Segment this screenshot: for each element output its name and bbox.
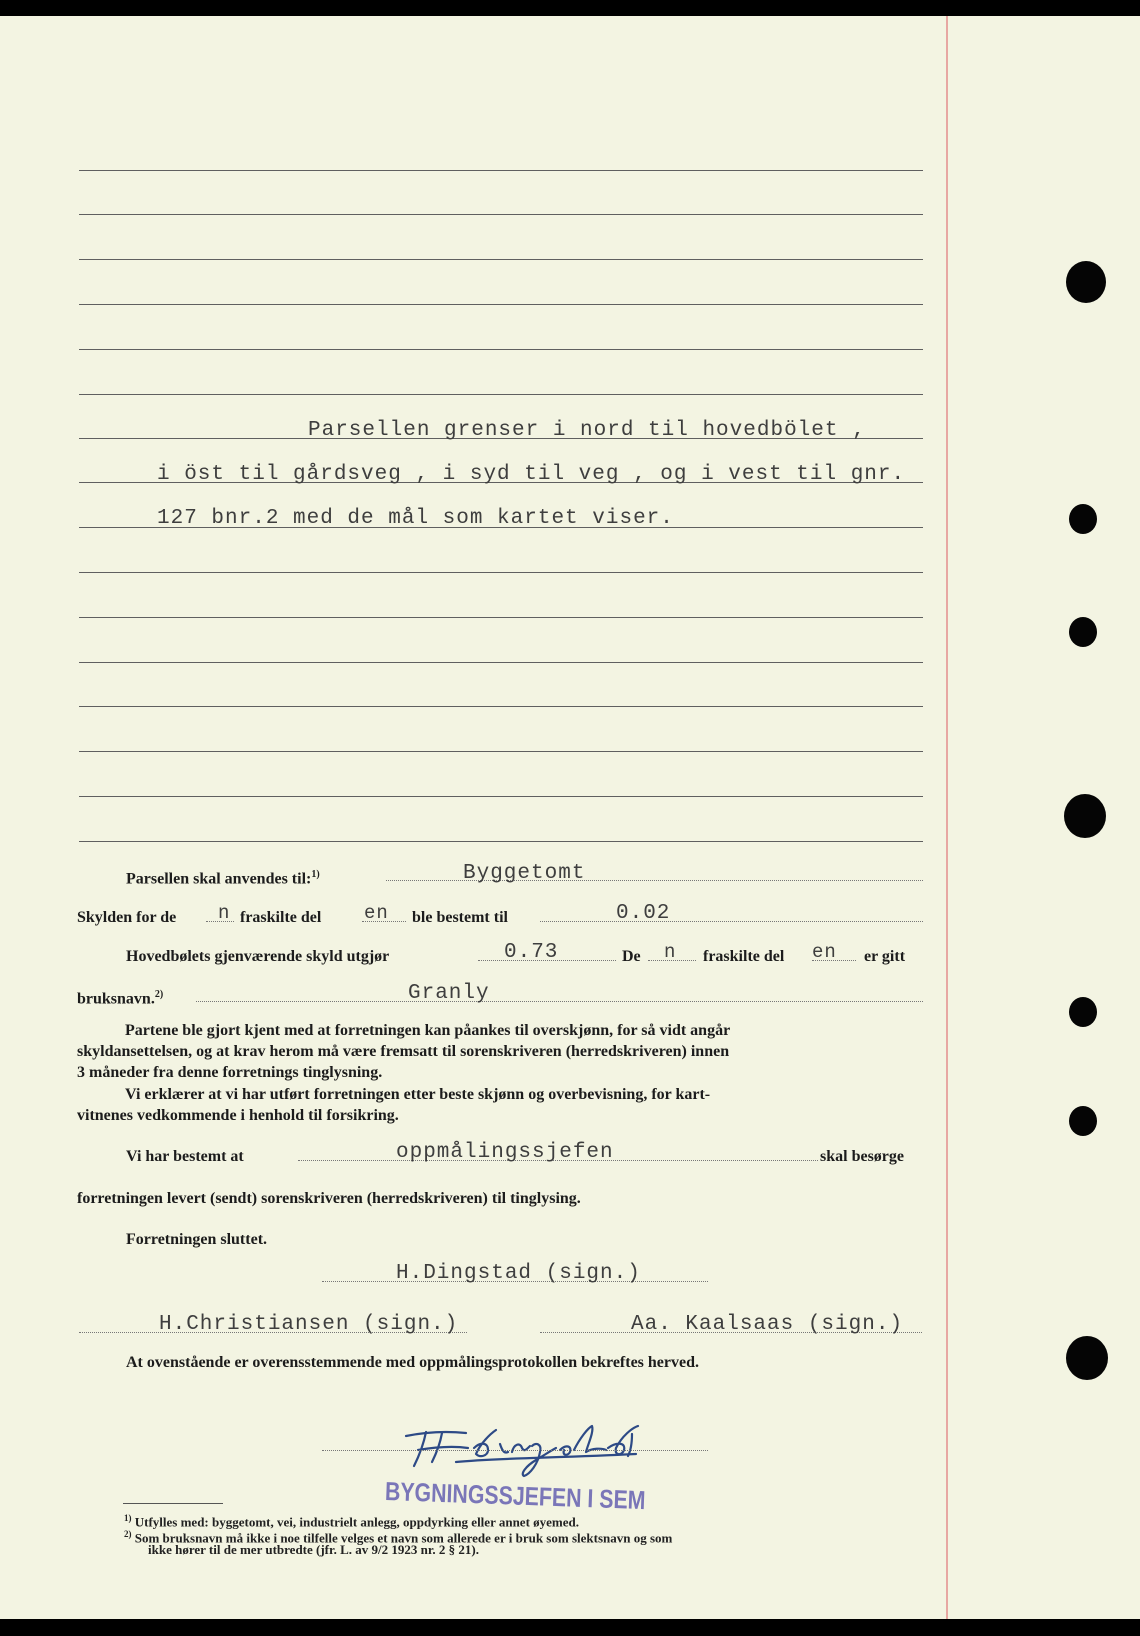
ruled-line (79, 394, 923, 395)
punch-hole (1069, 997, 1097, 1027)
punch-hole (1069, 1106, 1097, 1136)
handwritten-signature (396, 1414, 666, 1484)
tax-label-c: ble bestemt til (412, 909, 508, 926)
name-value: Granly (408, 982, 490, 1005)
closing-text: Forretningen sluttet. (126, 1231, 268, 1248)
ruled-line (79, 751, 923, 752)
ruled-line (79, 349, 923, 350)
declaration-line: Vi erklærer at vi har utført forretningen etter beste skjønn og overbevisning, for kart- (125, 1086, 711, 1103)
punch-hole (1064, 794, 1106, 838)
remaining-label: Hovedbølets gjenværende skyld utgjør (126, 948, 390, 965)
footnote-2: $^{2)}$ Som bruksnavn må ikke i noe tilfelle velges et navn som allerede er i bruk som slektsnavn og som (124, 1529, 673, 1546)
ruled-line (79, 214, 923, 215)
description-line: Parsellen grenser i nord til hovedbölet , (308, 419, 866, 442)
footnote-1: $^{1)}$ Utfylles med: byggetomt, vei, industrielt anlegg, oppdyrking eller annet øyemed. (124, 1513, 580, 1530)
punch-hole (1066, 1336, 1108, 1380)
declaration-line: vitnenes vedkommende i henhold til forsikring. (77, 1107, 399, 1124)
ruled-line (79, 706, 923, 707)
tax-label-a: Skylden for de (77, 909, 177, 926)
office-stamp: BYGNINGSSJEFEN I SEM (384, 1476, 647, 1516)
fraskilte-fill: en (812, 941, 837, 963)
ruled-line (79, 662, 923, 663)
remaining-value: 0.73 (504, 941, 559, 964)
tax-fill-b: en (364, 902, 389, 924)
appeal-line: 3 måneder fra denne forretnings tinglysning. (77, 1064, 383, 1081)
delivery-label-a: Vi har bestemt at (126, 1148, 244, 1165)
ruled-line (79, 304, 923, 305)
punch-hole (1066, 261, 1106, 303)
ruled-line (79, 841, 923, 842)
ruled-line (79, 796, 923, 797)
signature-left: H.Christiansen (sign.) (159, 1313, 459, 1336)
description-line: 127 bnr.2 med de mål som kartet viser. (157, 507, 674, 530)
er-gitt-label: er gitt (864, 948, 906, 965)
name-label: bruksnavn.$^{2)}$ (77, 989, 164, 1008)
signature-line-certified (322, 1450, 708, 1451)
de-fill: n (664, 941, 677, 963)
description-line: i öst til gårdsveg , i syd til veg , og i vest til gnr. (157, 463, 906, 486)
fraskilte-label: fraskilte del (703, 948, 785, 965)
punch-hole (1069, 504, 1097, 534)
tax-fill-a: n (218, 902, 231, 924)
appeal-line: Partene ble gjort kjent med at forretningen kan påankes til overskjønn, for så vidt angår (125, 1022, 731, 1039)
document-page (0, 16, 1140, 1619)
tax-value: 0.02 (616, 902, 671, 925)
certification-text: At ovenstående er overensstemmende med oppmålingsprotokollen bekreftes herved. (126, 1354, 699, 1371)
punch-hole (1069, 617, 1097, 647)
tax-label-b: fraskilte del (240, 909, 322, 926)
ruled-line (79, 617, 923, 618)
declaration-paragraph (77, 1084, 925, 1126)
footnote-2-cont: ikke hører til de mer utbredte (jfr. L. av 9/2 1923 nr. 2 § 21). (148, 1542, 480, 1557)
ruled-line (79, 170, 923, 171)
appeal-paragraph (77, 1020, 925, 1083)
signature-right: Aa. Kaalsaas (sign.) (631, 1313, 904, 1336)
use-label: Parsellen skal anvendes til:$^{1)}$ (126, 869, 320, 888)
footnote-rule (123, 1503, 223, 1504)
delivery-value: oppmålingssjefen (396, 1141, 614, 1164)
margin-line (946, 16, 948, 1619)
appeal-line: skyldansettelsen, og at krav herom må være fremsatt til sorenskriveren (herredskriveren) innen (77, 1043, 730, 1060)
ruled-line (79, 259, 923, 260)
name-dotted-line (196, 1001, 923, 1002)
tax-value-line (540, 921, 923, 922)
delivery-label-b: skal besørge (820, 1148, 904, 1165)
ruled-line (79, 572, 923, 573)
de-label: De (622, 948, 641, 965)
use-value: Byggetomt (463, 862, 586, 885)
delivery-line-2: forretningen levert (sendt) sorenskriveren (herredskriveren) til tinglysing. (77, 1190, 581, 1207)
signature-main: H.Dingstad (sign.) (396, 1262, 641, 1285)
